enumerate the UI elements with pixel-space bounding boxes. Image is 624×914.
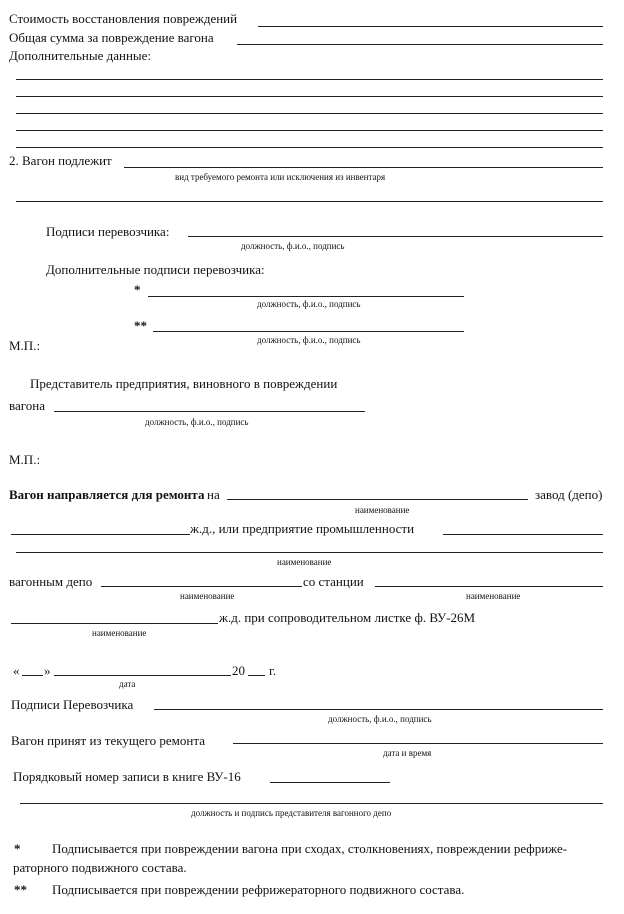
name-hint-4: наименование bbox=[466, 591, 521, 601]
repair-hint: вид требуемого ремонта или исключения из инвентаря bbox=[175, 172, 386, 182]
wagon-depot-line[interactable] bbox=[101, 586, 302, 587]
enterprise-name-line-2[interactable] bbox=[16, 552, 603, 553]
enterprise-rep-line1: Представитель предприятия, виновного в повреждении bbox=[30, 376, 338, 391]
footnote-1-mark: * bbox=[14, 841, 21, 856]
plant-depot-label: завод (депо) bbox=[535, 487, 603, 502]
from-station-label: со станции bbox=[303, 574, 364, 589]
footnote-1-line1: Подписывается при повреждении вагона при сходах, столкновениях, повреждении рефриже- bbox=[52, 841, 568, 856]
footnote-1-line2: раторного подвижного состава. bbox=[13, 860, 187, 875]
date-day-line[interactable] bbox=[22, 675, 43, 676]
additional-line-1[interactable] bbox=[16, 79, 603, 80]
record-number-label: Порядковый номер записи в книге ВУ-16 bbox=[13, 769, 241, 784]
section2-label: 2. Вагон подлежит bbox=[9, 153, 112, 168]
additional-line-4[interactable] bbox=[16, 130, 603, 131]
date-month-line[interactable] bbox=[54, 675, 231, 676]
accepted-datetime-line[interactable] bbox=[233, 743, 603, 744]
carrier-signature-line-2[interactable] bbox=[154, 709, 603, 710]
year-prefix: 20 bbox=[232, 663, 245, 678]
wagon-depot-label: вагонным депо bbox=[9, 574, 93, 589]
plant-name-line[interactable] bbox=[227, 499, 528, 500]
total-label: Общая сумма за повреждение вагона bbox=[9, 30, 214, 45]
depot-rep-line[interactable] bbox=[20, 803, 603, 804]
stamp-label-2: М.П.: bbox=[9, 452, 41, 467]
extra-signature-line-2[interactable] bbox=[153, 331, 464, 332]
footnote-2-mark: ** bbox=[14, 882, 27, 897]
enterprise-rep-line[interactable] bbox=[54, 411, 365, 412]
repair-type-line-2[interactable] bbox=[16, 201, 603, 202]
date-year-line[interactable] bbox=[248, 675, 265, 676]
railway-line-2[interactable] bbox=[11, 623, 218, 624]
sig-hint-2: должность, ф.и.о., подпись bbox=[257, 299, 361, 309]
additional-line-3[interactable] bbox=[16, 113, 603, 114]
star-mark-2: ** bbox=[134, 318, 147, 333]
date-time-hint: дата и время bbox=[383, 748, 432, 758]
accepted-label: Вагон принят из текущего ремонта bbox=[11, 733, 205, 748]
cost-label: Стоимость восстановления повреждений bbox=[9, 11, 238, 26]
additional-label: Дополнительные данные: bbox=[9, 48, 152, 63]
enterprise-rep-line2: вагона bbox=[9, 398, 45, 413]
name-hint-1: наименование bbox=[355, 505, 410, 515]
cost-line[interactable] bbox=[258, 26, 603, 27]
carrier-signatures-label-2: Подписи Перевозчика bbox=[11, 697, 134, 712]
repair-type-line[interactable] bbox=[124, 167, 603, 168]
railway-name-line[interactable] bbox=[11, 534, 190, 535]
name-hint-3: наименование bbox=[180, 591, 235, 601]
sig-hint-4: должность, ф.и.о., подпись bbox=[145, 417, 249, 427]
star-mark-1: * bbox=[134, 282, 141, 297]
extra-signature-line-1[interactable] bbox=[148, 296, 464, 297]
year-suffix: г. bbox=[269, 663, 277, 678]
carrier-signatures-label: Подписи перевозчика: bbox=[46, 224, 170, 239]
extra-signatures-label: Дополнительные подписи перевозчика: bbox=[46, 262, 265, 277]
sent-for-repair-label: Вагон направляется для ремонта bbox=[9, 487, 205, 502]
rail-or-enterprise-label: ж.д., или предприятие промышленности bbox=[190, 521, 415, 536]
additional-line-5[interactable] bbox=[16, 147, 603, 148]
date-open-quote: « bbox=[13, 663, 20, 678]
date-hint: дата bbox=[119, 679, 136, 689]
sig-hint-5: должность, ф.и.о., подпись bbox=[328, 714, 432, 724]
sent-on-label: на bbox=[207, 487, 220, 502]
sig-hint-1: должность, ф.и.о., подпись bbox=[241, 241, 345, 251]
total-line[interactable] bbox=[237, 44, 603, 45]
record-number-line[interactable] bbox=[270, 782, 390, 783]
carrier-signature-line[interactable] bbox=[188, 236, 603, 237]
station-line[interactable] bbox=[375, 586, 603, 587]
additional-line-2[interactable] bbox=[16, 96, 603, 97]
footnote-2-line1: Подписывается при повреждении рефрижераторного подвижного состава. bbox=[52, 882, 465, 897]
sig-hint-3: должность, ф.и.о., подпись bbox=[257, 335, 361, 345]
name-hint-2: наименование bbox=[277, 557, 332, 567]
depot-rep-hint: должность и подпись представителя вагонного депо bbox=[191, 808, 392, 818]
name-hint-5: наименование bbox=[92, 628, 147, 638]
rail-with-sheet-label: ж.д. при сопроводительном листке ф. ВУ-26М bbox=[219, 610, 476, 625]
date-close-quote: » bbox=[44, 663, 51, 678]
stamp-label-1: М.П.: bbox=[9, 338, 41, 353]
enterprise-name-line[interactable] bbox=[443, 534, 603, 535]
